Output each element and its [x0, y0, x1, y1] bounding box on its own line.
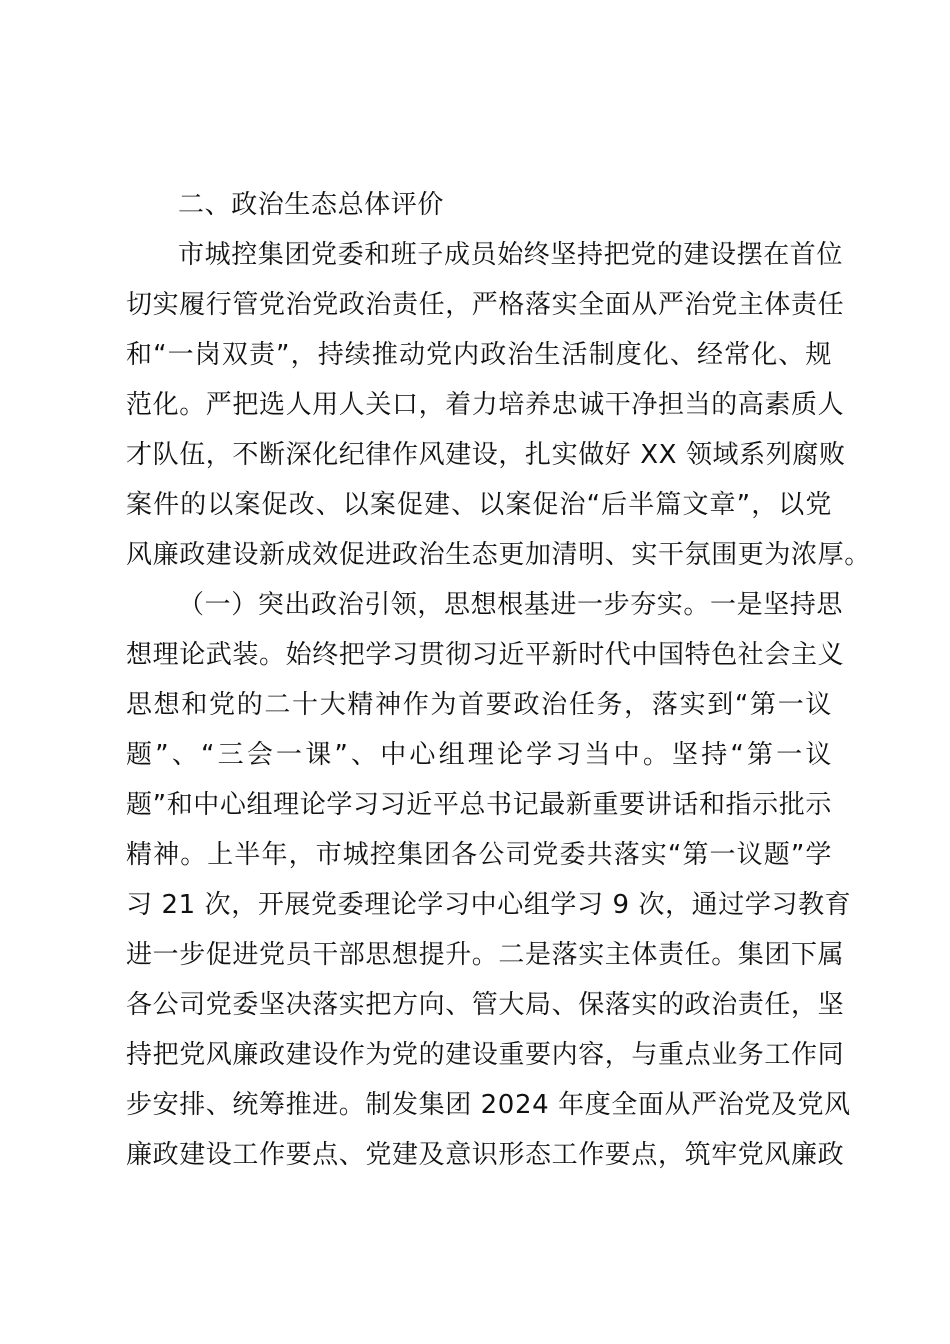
paragraph-line: 市城控集团党委和班子成员始终坚持把党的建设摆在首位 [178, 240, 844, 270]
paragraph-line: 和“一岗双责”，持续推动党内政治生活制度化、经常化、规 [126, 340, 832, 370]
paragraph-line: 各公司党委坚决落实把方向、管大局、保落实的政治责任，坚 [126, 990, 845, 1020]
paragraph-line: 习 21 次，开展党委理论学习中心组学习 9 次，通过学习教育 [126, 890, 852, 920]
paragraph-political-ecology-summary [126, 230, 871, 580]
paragraph-line: 题”、“三会一课”、中心组理论学习当中。坚持“第一议 [126, 740, 832, 770]
section-heading: 二、政治生态总体评价 [178, 190, 445, 220]
paragraph-line: 精神。上半年，市城控集团各公司党委共落实“第一议题”学 [126, 840, 832, 870]
paragraph-line: 案件的以案促改、以案促建、以案促治“后半篇文章”，以党 [126, 490, 832, 520]
paragraph-line: 题”和中心组理论学习习近平总书记最新重要讲话和指示批示 [126, 790, 832, 820]
paragraph-line: 进一步促进党员干部思想提升。二是落实主体责任。集团下属 [126, 940, 845, 970]
paragraph-line: 想理论武装。始终把学习贯彻习近平新时代中国特色社会主义 [126, 640, 845, 670]
document-body [126, 180, 871, 1180]
paragraph-line: 廉政建设工作要点、党建及意识形态工作要点，筑牢党风廉政 [126, 1140, 845, 1170]
paragraph-line: 风廉政建设新成效促进政治生态更加清明、实干氛围更为浓厚。 [126, 540, 871, 570]
paragraph-line: 范化。严把选人用人关口，着力培养忠诚干净担当的高素质人 [126, 390, 845, 420]
paragraph-line: 持把党风廉政建设作为党的建设重要内容，与重点业务工作同 [126, 1040, 845, 1070]
paragraph-line: 切实履行管党治党政治责任，严格落实全面从严治党主体责任 [126, 290, 845, 320]
paragraph-line: 步安排、统筹推进。制发集团 2024 年度全面从严治党及党风 [126, 1090, 851, 1120]
paragraph-line: 思想和党的二十大精神作为首要政治任务，落实到“第一议 [126, 690, 832, 720]
paragraph-line: 才队伍，不断深化纪律作风建设，扎实做好 XX 领域系列腐败 [126, 440, 846, 470]
paragraph-political-guidance [126, 580, 852, 1180]
paragraph-line: （一）突出政治引领，思想根基进一步夯实。一是坚持思 [178, 590, 844, 620]
